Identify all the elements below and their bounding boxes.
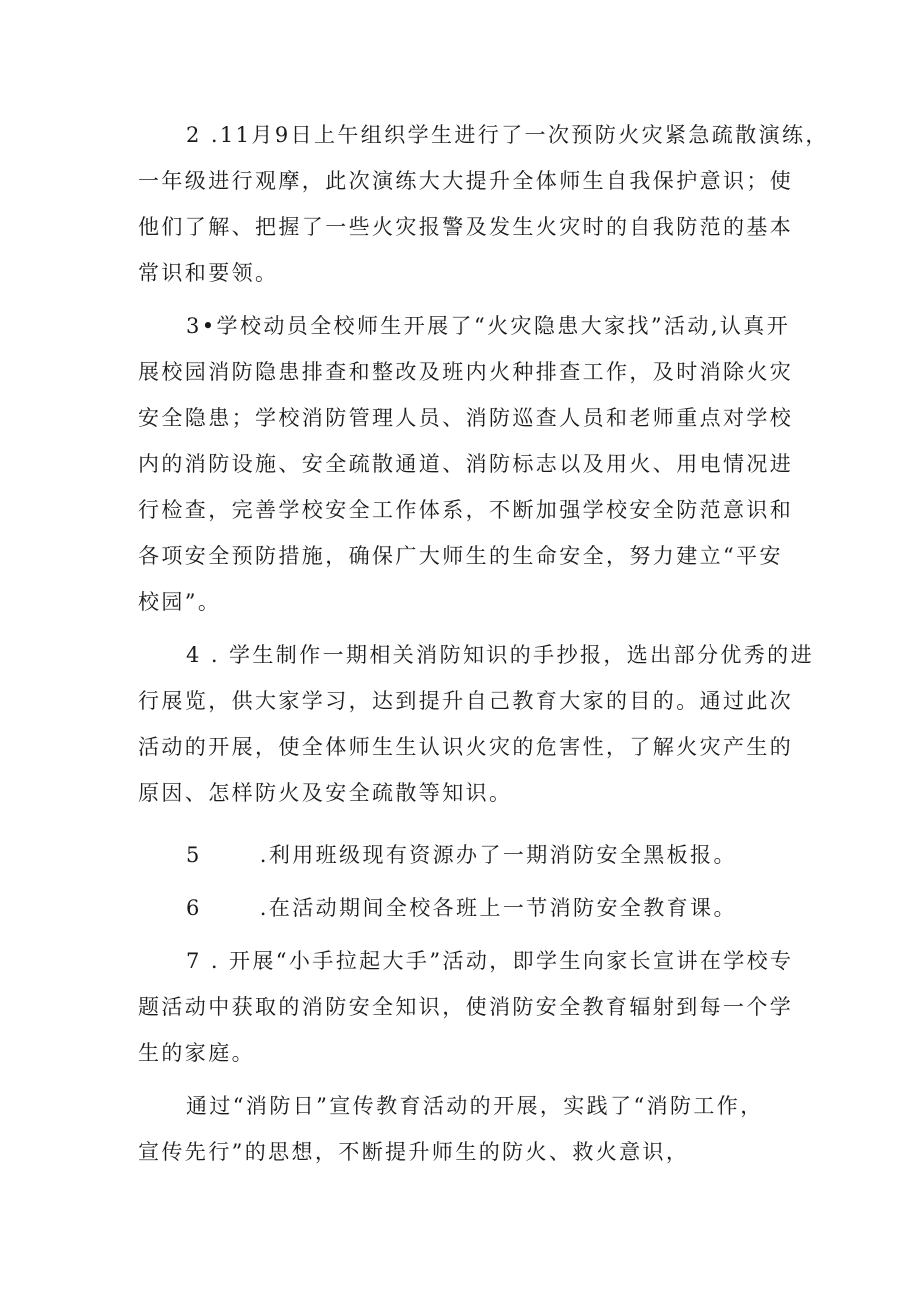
paragraph-3-line: 行检查，完善学校安全工作体系，不断加强学校安全防范意识和	[138, 498, 794, 522]
paragraph-3-line: 校园”。	[138, 590, 222, 614]
paragraph-3-line: 安全隐患；学校消防管理人员、消防巡查人员和老师重点对学校	[138, 406, 794, 430]
paragraph-4-line: 行展览，供大家学习，达到提升自己教育大家的目的。通过此次	[138, 689, 794, 713]
item-number: 5	[186, 843, 202, 867]
paragraph-2-line: 常识和要领。	[138, 261, 279, 285]
paragraph-4-line: 原因、怎样防火及安全疏散等知识。	[138, 781, 513, 805]
paragraph-8-line: 通过“消防日”宣传教育活动的开展，实践了“消防工作，	[186, 1094, 764, 1118]
paragraph-4-line: 4 . 学生制作一期相关消防知识的手抄报，选出部分优秀的进	[186, 643, 814, 667]
paragraph-2-line: 2 .11月9日上午组织学生进行了一次预防火灾紧急疏散演练，	[186, 123, 829, 147]
item-text: .利用班级现有资源办了一期消防安全黑板报。	[259, 843, 737, 867]
paragraph-6	[186, 893, 798, 923]
paragraph-7-line: 生的家庭。	[138, 1041, 255, 1065]
paragraph-3-line: 内的消防设施、安全疏散通道、消防标志以及用火、用电情况进	[138, 452, 794, 476]
paragraph-2-line: 他们了解、把握了一些火灾报警及发生火灾时的自我防范的基本	[138, 215, 794, 239]
paragraph-5	[186, 840, 798, 870]
item-text: .在活动期间全校各班上一节消防安全教育课。	[259, 896, 737, 920]
paragraph-3-line: 展校园消防隐患排查和整改及班内火种排查工作，及时消除火灾	[138, 360, 794, 384]
paragraph-7-line: 题活动中获取的消防安全知识，使消防安全教育辐射到每一个学	[138, 995, 794, 1019]
paragraph-2-line: 一年级进行观摩，此次演练大大提升全体师生自我保护意识；使	[138, 169, 794, 193]
paragraph-3-line: 各项安全预防措施，确保广大师生的生命安全，努力建立“平安	[138, 544, 783, 568]
paragraph-7-line: 7 . 开展“小手拉起大手”活动，即学生向家长宣讲在学校专	[186, 949, 794, 973]
paragraph-8-line: 宣传先行”的思想，不断提升师生的防火、救火意识，	[138, 1140, 690, 1164]
paragraph-3-line: 3•学校动员全校师生开展了“火灾隐患大家找”活动,认真开	[186, 314, 791, 338]
paragraph-4-line: 活动的开展，使全体师生生认识火灾的危害性，了解火灾产生的	[138, 735, 794, 759]
item-number: 6	[186, 896, 202, 920]
